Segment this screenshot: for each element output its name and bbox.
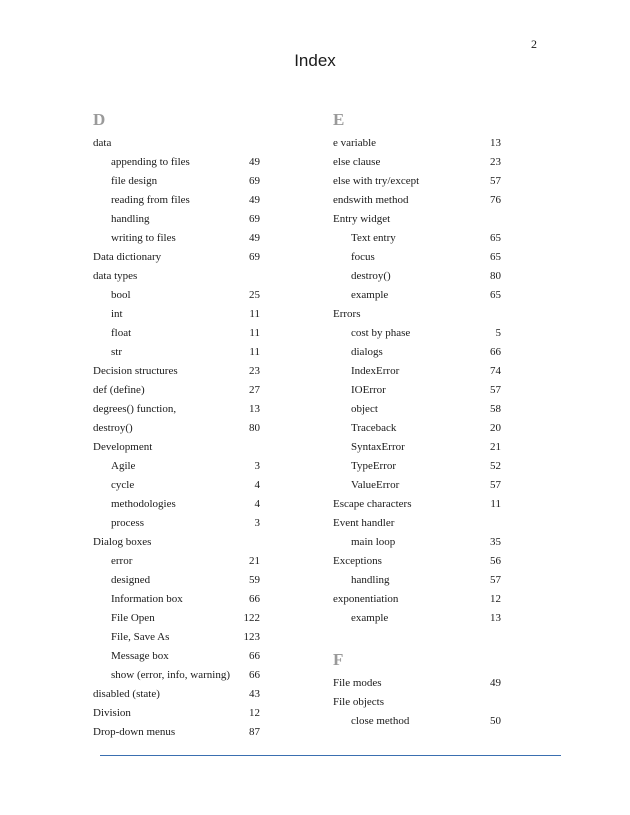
index-term: Dialog boxes bbox=[93, 536, 152, 548]
index-term: designed bbox=[111, 574, 151, 586]
index-entry bbox=[93, 324, 260, 343]
index-entry bbox=[333, 134, 501, 153]
index-term: def (define) bbox=[93, 384, 145, 396]
index-column-left bbox=[93, 108, 260, 742]
index-page-ref: 12 bbox=[490, 593, 501, 605]
index-entry bbox=[333, 457, 501, 476]
index-entry bbox=[333, 438, 501, 457]
index-page-ref: 25 bbox=[249, 289, 260, 301]
index-page-ref: 4 bbox=[254, 479, 260, 491]
index-entry bbox=[333, 229, 501, 248]
index-entry bbox=[93, 514, 260, 533]
index-term: endswith method bbox=[333, 194, 409, 206]
index-entry bbox=[93, 172, 260, 191]
index-page-ref: 13 bbox=[490, 137, 501, 149]
index-page-ref: 27 bbox=[249, 384, 260, 396]
index-term: SyntaxError bbox=[351, 441, 405, 453]
index-term: reading from files bbox=[111, 194, 190, 206]
index-entry bbox=[93, 438, 260, 457]
index-entry bbox=[93, 590, 260, 609]
index-term: data types bbox=[93, 270, 138, 282]
index-entry bbox=[333, 674, 501, 693]
index-term: File modes bbox=[333, 677, 382, 689]
index-entry bbox=[93, 419, 260, 438]
index-page-ref: 49 bbox=[249, 194, 260, 206]
index-term: File objects bbox=[333, 696, 385, 708]
index-term: handling bbox=[111, 213, 150, 225]
index-term: IOError bbox=[351, 384, 386, 396]
page-title: Index bbox=[294, 51, 336, 70]
index-term: focus bbox=[351, 251, 375, 263]
index-term: exponentiation bbox=[333, 593, 399, 605]
index-page-ref: 13 bbox=[249, 403, 260, 415]
index-page-ref: 4 bbox=[254, 498, 260, 510]
index-page-ref: 122 bbox=[243, 612, 260, 624]
index-entry bbox=[93, 685, 260, 704]
index-entry bbox=[333, 590, 501, 609]
index-entry bbox=[333, 693, 501, 712]
index-page-ref: 69 bbox=[249, 175, 260, 187]
index-page-ref: 21 bbox=[490, 441, 501, 453]
page-number: 2 bbox=[531, 37, 537, 51]
index-entry bbox=[333, 172, 501, 191]
index-page-ref: 11 bbox=[249, 346, 260, 358]
index-page-ref: 57 bbox=[490, 175, 501, 187]
index-page-ref: 56 bbox=[490, 555, 501, 567]
index-entry bbox=[93, 666, 260, 685]
index-entry bbox=[333, 153, 501, 172]
index-term: dialogs bbox=[351, 346, 383, 358]
index-entry bbox=[333, 324, 501, 343]
index-entry bbox=[333, 514, 501, 533]
index-entry bbox=[333, 267, 501, 286]
index-page-ref: 5 bbox=[495, 327, 501, 339]
index-entry bbox=[93, 400, 260, 419]
index-term: process bbox=[111, 517, 144, 529]
index-page-ref: 52 bbox=[490, 460, 501, 472]
index-page-ref: 80 bbox=[249, 422, 260, 434]
index-page-ref: 20 bbox=[490, 422, 501, 434]
index-page-ref: 65 bbox=[490, 232, 501, 244]
index-entry bbox=[93, 647, 260, 666]
index-term: else with try/except bbox=[333, 175, 420, 187]
index-entry bbox=[333, 381, 501, 400]
index-page-ref: 49 bbox=[249, 156, 260, 168]
index-term: int bbox=[111, 308, 123, 320]
index-page-ref: 49 bbox=[249, 232, 260, 244]
index-entry bbox=[333, 609, 501, 628]
index-entry bbox=[333, 305, 501, 324]
index-column-right bbox=[333, 108, 501, 731]
index-term: close method bbox=[351, 715, 410, 727]
index-entry bbox=[93, 381, 260, 400]
index-entry bbox=[93, 552, 260, 571]
index-entry bbox=[333, 210, 501, 229]
index-term: Event handler bbox=[333, 517, 395, 529]
index-term: Exceptions bbox=[333, 555, 382, 567]
index-page-ref: 3 bbox=[254, 517, 260, 529]
index-page-ref: 49 bbox=[490, 677, 501, 689]
index-entry bbox=[93, 571, 260, 590]
index-term: Errors bbox=[333, 308, 361, 320]
index-term: Escape characters bbox=[333, 498, 412, 510]
index-term: TypeError bbox=[351, 460, 397, 472]
index-entry bbox=[93, 229, 260, 248]
index-entry bbox=[93, 533, 260, 552]
index-entry bbox=[333, 419, 501, 438]
index-term: Development bbox=[93, 441, 153, 453]
index-entry bbox=[93, 153, 260, 172]
index-term: cost by phase bbox=[351, 327, 411, 339]
index-term: show (error, info, warning) bbox=[111, 669, 230, 681]
section-letter: F bbox=[333, 650, 344, 669]
index-page-ref: 66 bbox=[249, 593, 260, 605]
index-page-ref: 57 bbox=[490, 479, 501, 491]
index-page-ref: 13 bbox=[490, 612, 501, 624]
index-page-ref: 35 bbox=[490, 536, 501, 548]
index-page-ref: 12 bbox=[249, 707, 260, 719]
index-term: File Open bbox=[111, 612, 155, 624]
index-term: Drop-down menus bbox=[93, 726, 176, 738]
index-term: file design bbox=[111, 175, 158, 187]
index-page-ref: 50 bbox=[490, 715, 501, 727]
index-term: Information box bbox=[111, 593, 183, 605]
index-entry bbox=[333, 248, 501, 267]
index-entry bbox=[93, 723, 260, 742]
index-entry bbox=[333, 495, 501, 514]
index-entry bbox=[333, 571, 501, 590]
index-page-ref: 11 bbox=[490, 498, 501, 510]
index-term: handling bbox=[351, 574, 390, 586]
index-entry bbox=[333, 191, 501, 210]
index-page-ref: 59 bbox=[249, 574, 260, 586]
index-entry bbox=[93, 267, 260, 286]
index-term: ValueError bbox=[351, 479, 400, 491]
index-entry bbox=[333, 400, 501, 419]
index-page-ref: 58 bbox=[490, 403, 501, 415]
index-entry bbox=[93, 495, 260, 514]
index-page-ref: 65 bbox=[490, 289, 501, 301]
index-term: Agile bbox=[111, 460, 136, 472]
index-page-ref: 43 bbox=[249, 688, 260, 700]
index-term: destroy() bbox=[351, 270, 391, 282]
index-page-ref: 69 bbox=[249, 251, 260, 263]
index-entry bbox=[93, 191, 260, 210]
index-entry bbox=[93, 134, 260, 153]
index-term: IndexError bbox=[351, 365, 400, 377]
index-term: data bbox=[93, 137, 112, 149]
index-entry bbox=[93, 286, 260, 305]
index-term: float bbox=[111, 327, 132, 339]
index-page-ref: 76 bbox=[490, 194, 501, 206]
index-page-ref: 65 bbox=[490, 251, 501, 263]
index-term: bool bbox=[111, 289, 131, 301]
index-page-ref: 87 bbox=[249, 726, 260, 738]
index-term: Entry widget bbox=[333, 213, 391, 225]
index-entry bbox=[333, 343, 501, 362]
index-entry bbox=[93, 248, 260, 267]
index-term: e variable bbox=[333, 137, 377, 149]
index-term: File, Save As bbox=[111, 631, 170, 643]
index-entry bbox=[333, 712, 501, 731]
index-term: else clause bbox=[333, 156, 381, 168]
index-term: example bbox=[351, 289, 389, 301]
index-term: appending to files bbox=[111, 156, 190, 168]
index-term: destroy() bbox=[93, 422, 133, 434]
index-term: methodologies bbox=[111, 498, 176, 510]
footer-rule bbox=[100, 755, 561, 756]
section-letter: D bbox=[93, 110, 106, 129]
index-entry bbox=[93, 343, 260, 362]
index-entry bbox=[93, 305, 260, 324]
index-entry bbox=[333, 552, 501, 571]
index-entry bbox=[333, 286, 501, 305]
index-term: str bbox=[111, 346, 122, 358]
index-page-ref: 74 bbox=[490, 365, 501, 377]
index-page-ref: 23 bbox=[249, 365, 260, 377]
index-page-ref: 69 bbox=[249, 213, 260, 225]
index-entry bbox=[93, 476, 260, 495]
index-term: object bbox=[351, 403, 378, 415]
index-term: main loop bbox=[351, 536, 396, 548]
index-page-ref: 11 bbox=[249, 308, 260, 320]
index-page-ref: 66 bbox=[249, 650, 260, 662]
index-entry bbox=[93, 362, 260, 381]
index-term: writing to files bbox=[111, 232, 176, 244]
index-term: Message box bbox=[111, 650, 169, 662]
index-term: example bbox=[351, 612, 389, 624]
index-term: Data dictionary bbox=[93, 251, 162, 263]
index-page-ref: 123 bbox=[243, 631, 260, 643]
index-page-ref: 57 bbox=[490, 384, 501, 396]
index-entry bbox=[93, 210, 260, 229]
index-entry bbox=[333, 362, 501, 381]
index-term: Traceback bbox=[351, 422, 397, 434]
index-entry bbox=[93, 628, 260, 647]
index-page-ref: 66 bbox=[490, 346, 501, 358]
index-entry bbox=[93, 704, 260, 723]
index-term: error bbox=[111, 555, 133, 567]
index-page-ref: 57 bbox=[490, 574, 501, 586]
index-page-ref: 11 bbox=[249, 327, 260, 339]
section-spacer bbox=[333, 628, 501, 648]
index-entry bbox=[93, 457, 260, 476]
index-entry bbox=[333, 476, 501, 495]
index-entry bbox=[333, 533, 501, 552]
index-page-ref: 21 bbox=[249, 555, 260, 567]
index-term: disabled (state) bbox=[93, 688, 160, 700]
index-page-ref: 66 bbox=[249, 669, 260, 681]
index-page-ref: 3 bbox=[254, 460, 260, 472]
index-term: cycle bbox=[111, 479, 135, 491]
index-term: Division bbox=[93, 707, 131, 719]
index-term: Text entry bbox=[351, 232, 396, 244]
section-letter: E bbox=[333, 110, 345, 129]
index-entry bbox=[93, 609, 260, 628]
index-page-ref: 23 bbox=[490, 156, 501, 168]
index-term: degrees() function, bbox=[93, 403, 177, 415]
index-term: Decision structures bbox=[93, 365, 178, 377]
index-page-ref: 80 bbox=[490, 270, 501, 282]
